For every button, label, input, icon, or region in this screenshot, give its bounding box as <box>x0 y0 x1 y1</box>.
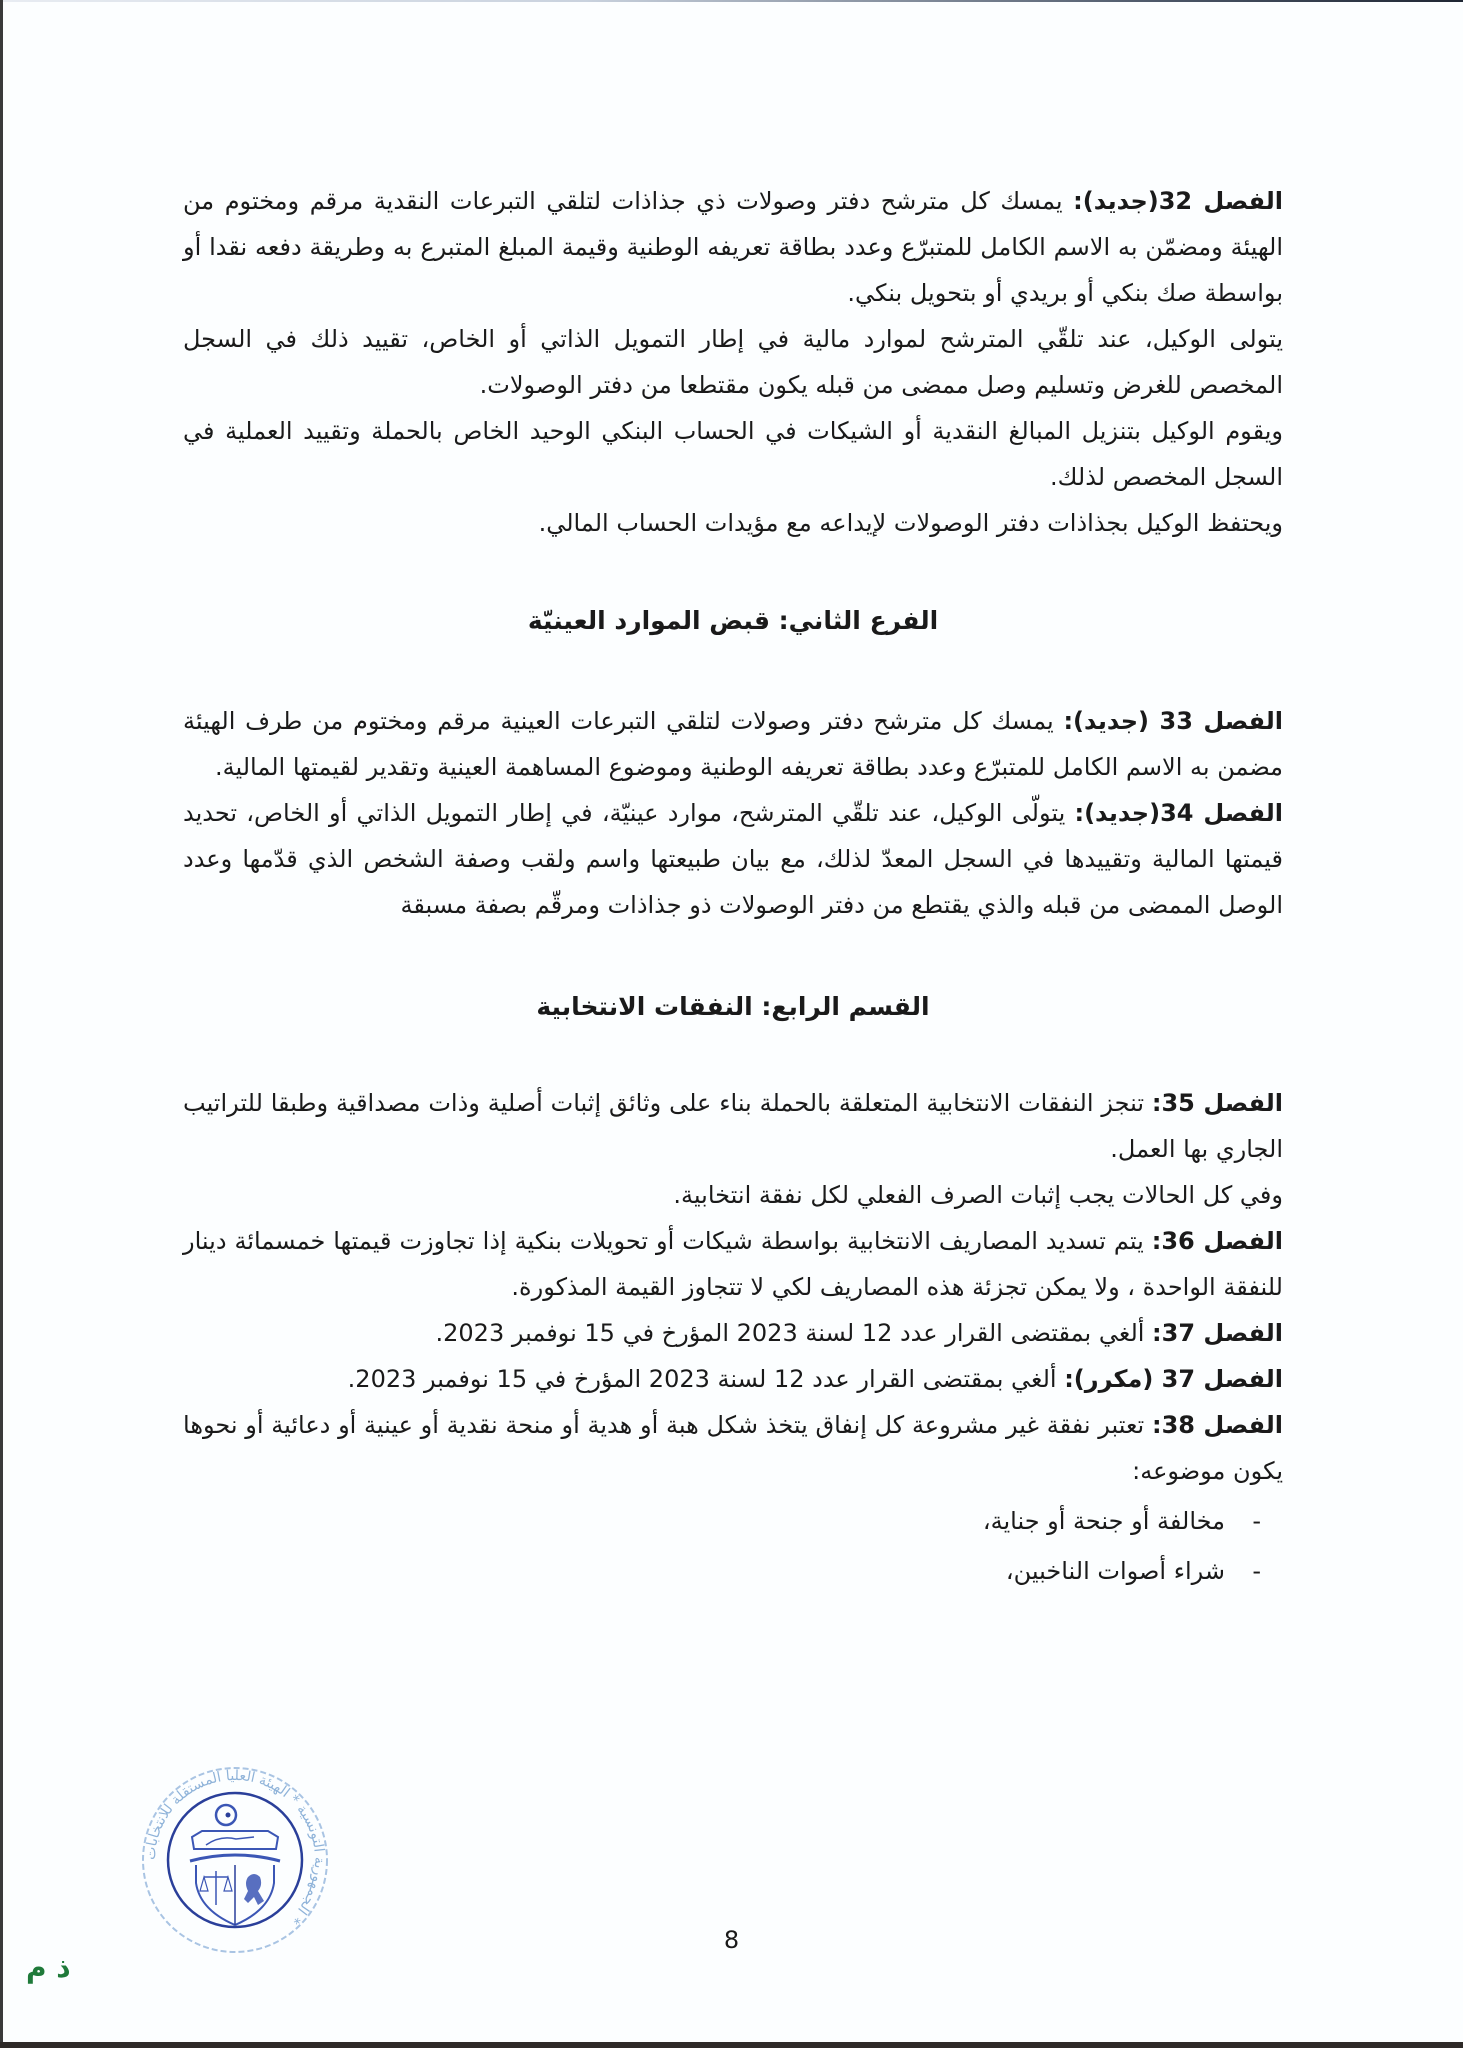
article-text: يتم تسديد المصاريف الانتخابية بواسطة شيكات أو تحويلات بنكية إذا تجاوزت قيمتها خمسمائة دينار للنفقة الواحدة ، ولا يمكن تجزئة هذه المصاريف لكي لا تتجاوز القيمة المذكورة. <box>183 1227 1283 1301</box>
list-item <box>183 1498 1283 1544</box>
list-item-text: شراء أصوات الناخبين، <box>1005 1557 1225 1585</box>
article-label: الفصل 33 (جديد): <box>1063 707 1284 735</box>
paragraph: يتولى الوكيل، عند تلقّي المترشح لموارد مالية في إطار التمويل الذاتي أو الخاص، تقييد ذلك في السجل المخصص للغرض وتسليم وصل ممضى من قبله يكون مقتطعا من دفتر الوصولات. <box>183 325 1283 399</box>
article-32 <box>183 178 1283 316</box>
bullet-marker: - <box>1252 1507 1261 1535</box>
document-body <box>183 178 1283 1598</box>
svg-text:الجمهورية التونسية * الهيئة ال: الجمهورية التونسية * الهيئة العليا المستقلة للانتخابات * <box>142 1767 328 1927</box>
list-item <box>183 1548 1283 1594</box>
article-37-bis <box>183 1356 1283 1402</box>
paragraph: وفي كل الحالات يجب إثبات الصرف الفعلي لكل نفقة انتخابية. <box>673 1181 1283 1209</box>
article-label: الفصل 37: <box>1152 1319 1283 1347</box>
article-35 <box>183 1080 1283 1172</box>
handwritten-initials: ذ م <box>26 1951 71 1984</box>
article-label: الفصل 35: <box>1151 1089 1284 1117</box>
article-label: الفصل 37 (مكرر): <box>1064 1365 1283 1393</box>
section-heading: القسم الرابع: النفقات الانتخابية <box>536 992 930 1021</box>
article-text: يمسك كل مترشح دفتر وصولات ذي جذاذات لتلقي التبرعات النقدية مرقم ومختوم من الهيئة ومضمّن به الاسم الكامل للمتبرّع وعدد بطاقة تعريفه الوطنية وقيمة المبلغ المتبرع به وطريقة دفعه نقدا أو بواسطة صك بنكي أو بريدي أو بتحويل بنكي. <box>183 187 1283 307</box>
article-label: الفصل 38: <box>1151 1411 1284 1439</box>
article-33 <box>183 698 1283 790</box>
article-text: يتولّى الوكيل، عند تلقّي المترشح، موارد عينيّة، في إطار التمويل الذاتي أو الخاص، تحديد قيمتها المالية وتقييدها في السجل المعدّ لذلك، مع بيان طبيعتها واسم ولقب وصفة الشخص الذي قدّمها وعدد الوصل الممضى من قبله والذي يقتطع من دفتر الوصولات ذو جذاذات ومرقّم بصفة مسبقة <box>183 799 1283 919</box>
scan-edge-left <box>0 0 3 2048</box>
article-text: تعتبر نفقة غير مشروعة كل إنفاق يتخذ شكل هبة أو هدية أو منحة نقدية أو عينية أو دعائية أو نحوها يكون موضوعه: <box>183 1411 1283 1485</box>
article-37 <box>183 1310 1283 1356</box>
article-label: الفصل 34(جديد): <box>1074 799 1283 827</box>
paragraph: ويحتفظ الوكيل بجذاذات دفتر الوصولات لإيداعه مع مؤيدات الحساب المالي. <box>538 509 1283 537</box>
section-heading: الفرع الثاني: قبض الموارد العينيّة <box>527 606 939 635</box>
article-text: يمسك كل مترشح دفتر وصولات لتلقي التبرعات العينية مرقم ومختوم من طرف الهيئة مضمن به الاسم الكامل للمتبرّع وعدد بطاقة تعريفه الوطنية وموضوع المساهمة العينية وتقدير لقيمتها المالية. <box>183 707 1283 781</box>
paragraph: ويقوم الوكيل بتنزيل المبالغ النقدية أو الشيكات في الحساب البنكي الوحيد الخاص بالحملة وتقييد العملية في السجل المخصص لذلك. <box>183 417 1283 491</box>
article-36 <box>183 1218 1283 1310</box>
article-label: الفصل 36: <box>1151 1227 1283 1255</box>
article-text: ألغي بمقتضى القرار عدد 12 لسنة 2023 المؤرخ في 15 نوفمبر 2023. <box>347 1365 1065 1393</box>
article-label: الفصل 32(جديد): <box>1073 187 1284 215</box>
scan-edge-bottom <box>0 2042 1463 2048</box>
scan-edge-top <box>0 0 1463 2</box>
article-text: تنجز النفقات الانتخابية المتعلقة بالحملة بناء على وثائق إثبات أصلية وذات مصداقية وطبقا للتراتيب الجاري بها العمل. <box>183 1089 1283 1163</box>
article-34 <box>183 790 1283 928</box>
article-text: ألغي بمقتضى القرار عدد 12 لسنة 2023 المؤرخ في 15 نوفمبر 2023. <box>435 1319 1153 1347</box>
bullet-marker: - <box>1252 1557 1261 1585</box>
page-number: 8 <box>723 1926 740 1954</box>
article-38 <box>183 1402 1283 1494</box>
list-item-text: مخالفة أو جنحة أو جناية، <box>982 1507 1225 1535</box>
